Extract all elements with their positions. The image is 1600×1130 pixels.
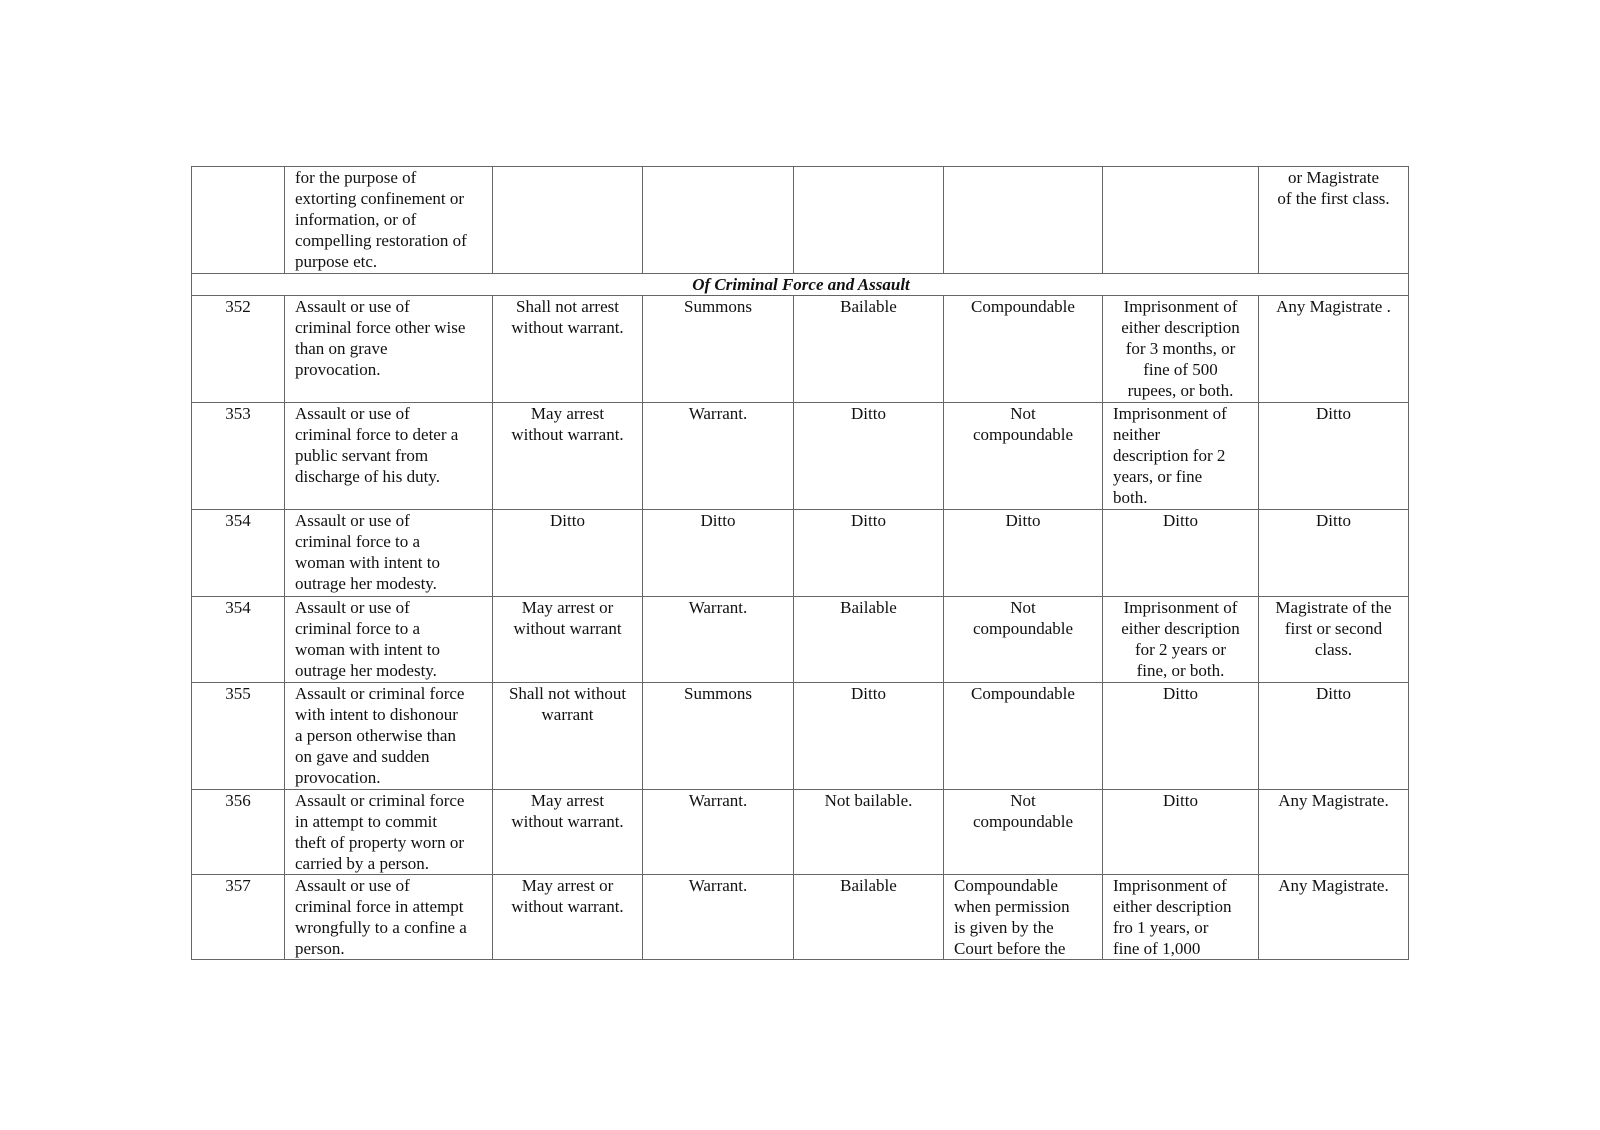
- warrant-or-summons-cell: [643, 790, 794, 875]
- arrest-rule-cell: [493, 167, 643, 274]
- bailability-cell: [794, 296, 944, 403]
- arrest-rule: Ditto: [550, 511, 585, 530]
- section-number: 354: [225, 511, 251, 530]
- compoundability: Compoundable: [971, 297, 1075, 316]
- offence-description-cell: [285, 403, 493, 510]
- bailability-cell: [794, 875, 944, 960]
- bailability: Bailable: [840, 598, 897, 617]
- warrant-or-summons: Ditto: [700, 511, 736, 530]
- compoundability: [948, 167, 1098, 273]
- offence-description-cell: [285, 167, 493, 274]
- bailability: Ditto: [851, 404, 886, 423]
- compoundability: Ditto: [1005, 511, 1041, 530]
- table-row: [192, 296, 1409, 403]
- punishment-cell: [1103, 790, 1259, 875]
- punishment: Imprisonment of either description fro 1 years, or fine of 1,000: [1113, 876, 1232, 958]
- section-number-cell: [192, 597, 285, 683]
- triable-by: Ditto: [1316, 404, 1351, 423]
- compoundability-cell: [944, 167, 1103, 274]
- warrant-or-summons: Summons: [683, 684, 753, 703]
- punishment: Ditto: [1163, 684, 1198, 703]
- triable-by: Ditto: [1316, 511, 1351, 530]
- bailability: Ditto: [851, 684, 886, 703]
- section-number: 355: [225, 684, 251, 703]
- triable-by-cell: [1259, 597, 1409, 683]
- offence-description: Assault or use of criminal force to a woman with intent to outrage her modesty.: [295, 511, 440, 593]
- bailability: Bailable: [840, 297, 897, 316]
- section-heading: Of Criminal Force and Assault: [192, 274, 1409, 296]
- punishment: Imprisonment of either description for 2 years or fine, or both.: [1121, 598, 1240, 680]
- section-heading-row: [192, 274, 1409, 296]
- compoundability: Not compoundable: [972, 791, 1074, 831]
- bailability-cell: [794, 510, 944, 597]
- section-number: [196, 167, 280, 273]
- punishment: Ditto: [1163, 791, 1198, 810]
- punishment: [1107, 167, 1254, 273]
- offence-description-cell: [285, 296, 493, 403]
- table-row: [192, 790, 1409, 875]
- triable-by-cell: [1259, 683, 1409, 790]
- triable-by: Any Magistrate.: [1278, 876, 1389, 895]
- arrest-rule-cell: [493, 683, 643, 790]
- triable-by: Ditto: [1316, 684, 1351, 703]
- warrant-or-summons-cell: [643, 296, 794, 403]
- compoundability-cell: [944, 510, 1103, 597]
- offences-table: [191, 166, 1409, 960]
- section-number: 356: [225, 791, 251, 810]
- compoundability: Not compoundable: [972, 598, 1074, 638]
- triable-by: Any Magistrate .: [1276, 297, 1391, 316]
- arrest-rule-cell: [493, 875, 643, 960]
- offence-description: Assault or use of criminal force to deter a public servant from discharge of his duty.: [295, 404, 459, 486]
- bailability: Bailable: [840, 876, 897, 895]
- arrest-rule: May arrest without warrant.: [511, 791, 624, 831]
- section-number-cell: [192, 875, 285, 960]
- triable-by-cell: [1259, 510, 1409, 597]
- bailability-cell: [794, 167, 944, 274]
- table-row: [192, 510, 1409, 597]
- arrest-rule-cell: [493, 296, 643, 403]
- bailability-cell: [794, 597, 944, 683]
- offence-description: Assault or criminal force in attempt to commit theft of property worn or carried by a person.: [295, 791, 465, 873]
- arrest-rule: May arrest without warrant.: [511, 404, 624, 444]
- arrest-rule: May arrest or without warrant: [513, 598, 622, 638]
- offence-description-cell: [285, 683, 493, 790]
- punishment: Ditto: [1163, 511, 1198, 530]
- arrest-rule-cell: [493, 510, 643, 597]
- warrant-or-summons: Warrant.: [688, 791, 748, 810]
- bailability: Not bailable.: [824, 791, 913, 810]
- arrest-rule-cell: [493, 403, 643, 510]
- warrant-or-summons-cell: [643, 683, 794, 790]
- compoundability: Not compoundable: [972, 404, 1074, 444]
- section-number: 357: [225, 876, 251, 895]
- section-number-cell: [192, 167, 285, 274]
- section-number: 354: [225, 598, 251, 617]
- section-number: 353: [225, 404, 251, 423]
- triable-by-cell: [1259, 296, 1409, 403]
- offence-description-cell: [285, 597, 493, 683]
- punishment: Imprisonment of either description for 3 months, or fine of 500 rupees, or both.: [1121, 297, 1240, 400]
- section-number-cell: [192, 683, 285, 790]
- compoundability-cell: [944, 403, 1103, 510]
- warrant-or-summons-cell: [643, 403, 794, 510]
- triable-by: Any Magistrate.: [1278, 791, 1389, 810]
- warrant-or-summons: Warrant.: [688, 404, 748, 423]
- warrant-or-summons-cell: [643, 597, 794, 683]
- section-number-cell: [192, 296, 285, 403]
- table-row: [192, 597, 1409, 683]
- warrant-or-summons: Warrant.: [688, 876, 748, 895]
- punishment-cell: [1103, 403, 1259, 510]
- compoundability: Compoundable when permission is given by the Court before the: [954, 876, 1070, 958]
- triable-by-cell: [1259, 167, 1409, 274]
- table-row: [192, 167, 1409, 274]
- bailability-cell: [794, 790, 944, 875]
- punishment-cell: [1103, 875, 1259, 960]
- compoundability-cell: [944, 875, 1103, 960]
- compoundability-cell: [944, 790, 1103, 875]
- triable-by-cell: [1259, 875, 1409, 960]
- warrant-or-summons: Summons: [683, 297, 753, 316]
- punishment-cell: [1103, 167, 1259, 274]
- offence-description-cell: [285, 510, 493, 597]
- arrest-rule: Shall not without warrant: [508, 684, 627, 724]
- section-number-cell: [192, 403, 285, 510]
- punishment: Imprisonment of neither description for 2 years, or fine both.: [1113, 404, 1227, 507]
- arrest-rule: Shall not arrest without warrant.: [511, 297, 624, 337]
- compoundability-cell: [944, 296, 1103, 403]
- arrest-rule: [497, 167, 638, 273]
- warrant-or-summons: Warrant.: [688, 598, 748, 617]
- offence-description: Assault or use of criminal force in attempt wrongfully to a confine a person.: [295, 876, 467, 958]
- triable-by-cell: [1259, 790, 1409, 875]
- warrant-or-summons: [647, 167, 789, 273]
- offence-description-cell: [285, 875, 493, 960]
- punishment-cell: [1103, 683, 1259, 790]
- table-row: [192, 403, 1409, 510]
- compoundability: Compoundable: [971, 684, 1075, 703]
- bailability-cell: [794, 683, 944, 790]
- compoundability-cell: [944, 597, 1103, 683]
- compoundability-cell: [944, 683, 1103, 790]
- offence-description: Assault or use of criminal force to a woman with intent to outrage her modesty.: [295, 598, 440, 680]
- bailability-cell: [794, 403, 944, 510]
- arrest-rule-cell: [493, 597, 643, 683]
- section-number-cell: [192, 790, 285, 875]
- punishment-cell: [1103, 510, 1259, 597]
- triable-by-cell: [1259, 403, 1409, 510]
- triable-by: or Magistrate of the first class.: [1277, 168, 1390, 208]
- warrant-or-summons-cell: [643, 510, 794, 597]
- section-number: 352: [225, 297, 251, 316]
- arrest-rule-cell: [493, 790, 643, 875]
- table-row: [192, 875, 1409, 960]
- warrant-or-summons-cell: [643, 875, 794, 960]
- offence-description: Assault or use of criminal force other wise than on grave provocation.: [295, 297, 466, 379]
- section-number-cell: [192, 510, 285, 597]
- offence-description-cell: [285, 790, 493, 875]
- bailability: Ditto: [851, 511, 886, 530]
- arrest-rule: May arrest or without warrant.: [511, 876, 624, 916]
- punishment-cell: [1103, 597, 1259, 683]
- table-row: [192, 683, 1409, 790]
- bailability: [798, 167, 939, 273]
- triable-by: Magistrate of the first or second class.: [1275, 598, 1392, 659]
- punishment-cell: [1103, 296, 1259, 403]
- offence-description: for the purpose of extorting confinement or information, or of compelling restoration of purpose etc.: [295, 168, 467, 271]
- offence-description: Assault or criminal force with intent to dishonour a person otherwise than on gave and sudden provocation.: [295, 684, 465, 787]
- warrant-or-summons-cell: [643, 167, 794, 274]
